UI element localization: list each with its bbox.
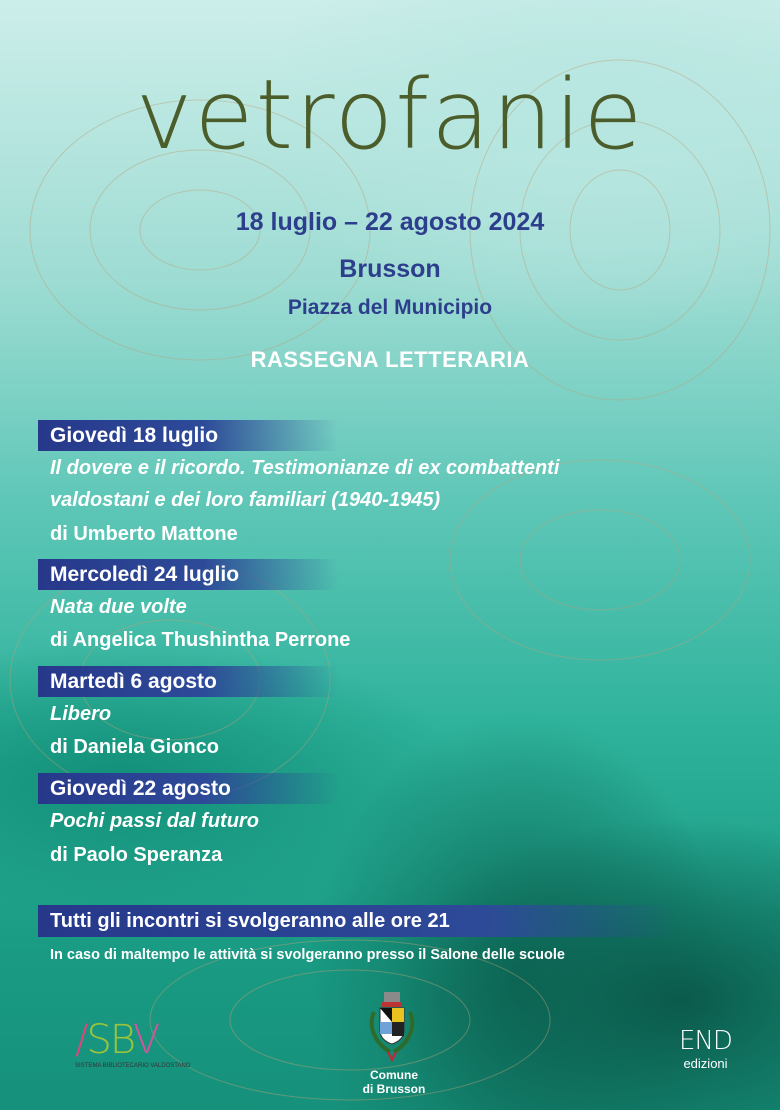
event-author: di Angelica Thushintha Perrone [50, 629, 351, 651]
end-edizioni-logo [668, 1026, 743, 1071]
event-date-banner: Martedì 6 agosto [38, 666, 338, 697]
event-author: di Umberto Mattone [50, 523, 238, 545]
comune-label [350, 1068, 438, 1096]
event-author: di Paolo Speranza [50, 844, 223, 866]
end-logo-sub: edizioni [683, 1056, 728, 1071]
sbv-logo: /SBV SISTEMA BIBLIOTECARIO VALDOSTANO [75, 1017, 191, 1069]
poster-title: vetrofanie [135, 59, 645, 171]
comune-line1: Comune [370, 1068, 418, 1082]
brusson-crest-icon [362, 990, 422, 1068]
event-title: valdostani e dei loro familiari (1940-1945) [50, 489, 441, 511]
event-title: Pochi passi dal futuro [50, 810, 259, 832]
time-note-banner: Tutti gli incontri si svolgeranno alle ore 21 [38, 905, 678, 937]
weather-note: In caso di maltempo le attività si svolgeranno presso il Salone delle scuole [50, 947, 565, 963]
town: Brusson [339, 255, 441, 283]
series-heading: RASSEGNA LETTERARIA [250, 347, 530, 372]
venue: Piazza del Municipio [287, 296, 493, 319]
event-date-banner: Giovedì 18 luglio [38, 420, 338, 451]
event-title: Il dovere e il ricordo. Testimonianze di ex combattenti [50, 457, 560, 479]
event-title: Nata due volte [50, 596, 187, 618]
date-range: 18 luglio – 22 agosto 2024 [235, 208, 545, 236]
comune-line2: di Brusson [362, 1082, 426, 1096]
event-title: Libero [50, 703, 112, 725]
end-logo-text: END [679, 1026, 732, 1056]
sbv-subtitle: SISTEMA BIBLIOTECARIO VALDOSTANO [75, 1063, 191, 1069]
event-date-banner: Giovedì 22 agosto [38, 773, 338, 804]
event-author: di Daniela Gionco [50, 736, 219, 758]
event-date-banner: Mercoledì 24 luglio [38, 559, 338, 590]
